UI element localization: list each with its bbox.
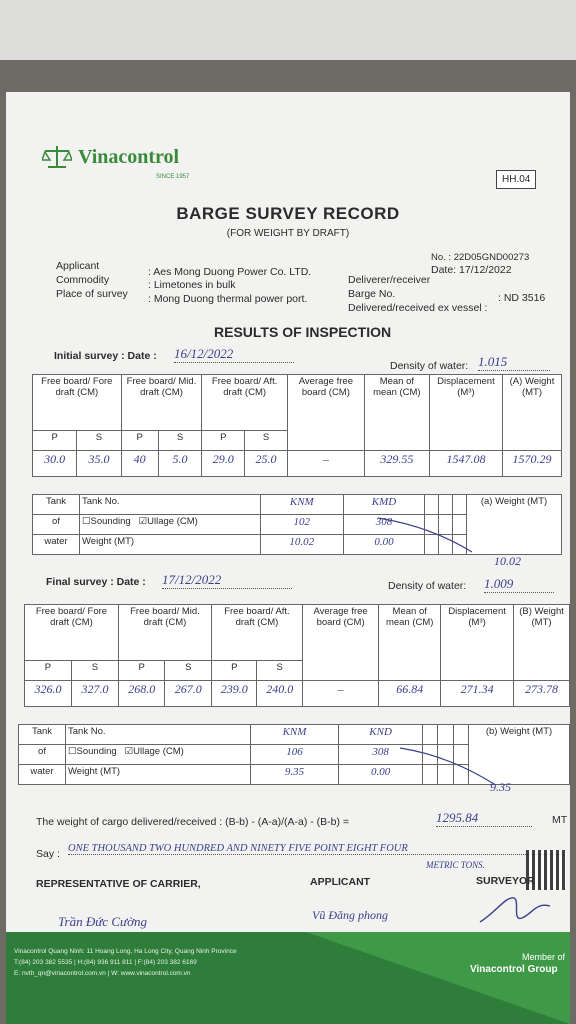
footer-group: Vinacontrol Group xyxy=(470,964,558,975)
final-disp: 271.34 xyxy=(441,681,514,707)
scales-icon xyxy=(42,144,72,170)
initial-density-label: Density of water: xyxy=(390,360,469,372)
checked-box-icon: ☑ xyxy=(138,516,148,527)
header-mean: Mean of mean (CM) xyxy=(364,375,429,451)
results-title: RESULTS OF INSPECTION xyxy=(214,324,392,340)
of-label: of xyxy=(19,745,66,765)
header-p: P xyxy=(25,661,72,681)
initial-weight2: 0.00 xyxy=(343,535,425,555)
header-mean: Mean of mean (CM) xyxy=(379,605,441,681)
initial-tank1: KNM xyxy=(261,495,344,515)
initial-aft-p: 29.0 xyxy=(202,451,245,477)
initial-mean: 329.55 xyxy=(364,451,429,477)
of-label: of xyxy=(33,515,80,535)
applicant-signature: Vũ Đăng phong xyxy=(312,908,388,922)
final-mean: 66.84 xyxy=(379,681,441,707)
commodity-value: : Limetones in bulk xyxy=(148,279,236,291)
say-value: ONE THOUSAND TWO HUNDRED AND NINETY FIVE POINT EIGHT FOUR xyxy=(68,843,564,855)
initial-draft-table xyxy=(32,374,562,477)
header-p: P xyxy=(33,431,77,451)
document-page xyxy=(6,92,570,1024)
sounding-ullage xyxy=(80,515,261,535)
final-total-weight: 9.35 xyxy=(490,780,511,794)
footer-phone: T:(84) 203 382 5535 | H:(84) 936 911 811 | F:(84) 203 382 6169 xyxy=(14,959,197,966)
cargo-value: 1295.84 xyxy=(436,810,532,827)
header-weight-b: (B) Weight (MT) xyxy=(514,605,570,681)
footer-address: Vinacontrol Quang Ninh: 11 Hoang Long, Ha Long City, Quang Ninh Province xyxy=(14,948,237,955)
initial-mid-p: 40 xyxy=(121,451,158,477)
footer-email: E: nvth_qn@vinacontrol.com.vn | W: www.vinacontrol.com.vn xyxy=(14,970,191,977)
commodity-label: Commodity xyxy=(56,274,110,286)
final-weight: 273.78 xyxy=(514,681,570,707)
final-survey-label: Final survey : Date : xyxy=(46,576,146,588)
carrier-signature: Trần Đức Cường xyxy=(58,914,148,929)
final-tank1: KNM xyxy=(251,725,339,745)
cargo-label: The weight of cargo delivered/received : (B-b) - (A-a)/(A-a) - (B-b) = xyxy=(36,816,350,828)
tank-label: Tank xyxy=(33,495,80,515)
initial-ullage2: 308 xyxy=(343,515,425,535)
header-s: S xyxy=(245,431,288,451)
record-date: Date: 17/12/2022 xyxy=(431,264,512,276)
header-mid: Free board/ Mid. draft (CM) xyxy=(121,375,202,431)
vinacontrol-logo xyxy=(42,144,179,170)
place-label: Place of survey xyxy=(56,288,128,300)
header-s: S xyxy=(257,661,302,681)
checkbox-icon: ☐ xyxy=(68,746,77,757)
sounding-ullage xyxy=(66,745,251,765)
logo-text: Vinacontrol xyxy=(78,145,180,168)
initial-mid-s: 5.0 xyxy=(158,451,202,477)
final-ullage2: 308 xyxy=(338,745,422,765)
final-weight2: 0.00 xyxy=(338,765,422,785)
say-value-cont: METRIC TONS. xyxy=(426,860,485,870)
header-s: S xyxy=(165,661,212,681)
initial-survey-label: Initial survey : Date : xyxy=(54,350,157,362)
header-avg: Average free board (CM) xyxy=(287,375,364,451)
header-p: P xyxy=(212,661,257,681)
final-tank2: KND xyxy=(338,725,422,745)
applicant-value: : Aes Mong Duong Power Co. LTD. xyxy=(148,266,312,278)
final-fore-s: 327.0 xyxy=(71,681,118,707)
final-weight1: 9.35 xyxy=(251,765,339,785)
header-weight-a: (A) Weight (MT) xyxy=(503,375,562,451)
deliverer-label: Deliverer/receiver xyxy=(348,274,431,286)
header-mid: Free board/ Mid. draft (CM) xyxy=(118,605,211,661)
header-p: P xyxy=(118,661,165,681)
ullage-label: Ullage (CM) xyxy=(133,746,184,757)
final-avg: – xyxy=(302,681,378,707)
initial-tank2: KMD xyxy=(343,495,425,515)
header-p: P xyxy=(202,431,245,451)
place-value: : Mong Duong thermal power port. xyxy=(148,293,308,305)
tank-label: Tank xyxy=(19,725,66,745)
footer-member: Member of xyxy=(522,952,566,962)
surveyor-label: SURVEYOR xyxy=(476,875,535,887)
initial-weight: 1570.29 xyxy=(503,451,562,477)
final-date: 17/12/2022 xyxy=(162,572,292,589)
applicant-label: Applicant xyxy=(56,260,100,272)
initial-disp: 1547.08 xyxy=(429,451,502,477)
weight-label: Weight (MT) xyxy=(80,535,261,555)
strike-line xyxy=(376,514,476,554)
final-mid-p: 268.0 xyxy=(118,681,165,707)
tank-no-label: Tank No. xyxy=(66,725,251,745)
cargo-unit: MT xyxy=(552,814,568,826)
initial-date: 16/12/2022 xyxy=(174,346,294,363)
header-aft: Free board/ Aft. draft (CM) xyxy=(202,375,288,431)
page-footer xyxy=(6,932,570,1024)
initial-fore-p: 30.0 xyxy=(33,451,77,477)
initial-avg: – xyxy=(287,451,364,477)
water-label: water xyxy=(19,765,66,785)
header-avg: Average free board (CM) xyxy=(302,605,378,681)
checkbox-icon: ☐ xyxy=(82,516,91,527)
initial-weight1: 10.02 xyxy=(261,535,344,555)
initial-density: 1.015 xyxy=(478,354,550,371)
ullage-label: Ullage (CM) xyxy=(147,516,198,527)
form-code: HH.04 xyxy=(496,170,536,189)
tank-no-label: Tank No. xyxy=(80,495,261,515)
header-s: S xyxy=(158,431,202,451)
say-label: Say : xyxy=(36,848,60,860)
final-ullage1: 106 xyxy=(251,745,339,765)
sounding-label: Sounding xyxy=(90,516,131,527)
initial-aft-s: 25.0 xyxy=(245,451,288,477)
header-s: S xyxy=(71,661,118,681)
surveyor-signature xyxy=(476,892,556,928)
header-fore: Free board/ Fore draft (CM) xyxy=(33,375,122,431)
final-density-label: Density of water: xyxy=(388,580,467,592)
b-weight-label: (b) Weight (MT) xyxy=(469,725,570,785)
header-fore: Free board/ Fore draft (CM) xyxy=(25,605,119,661)
header-p: P xyxy=(121,431,158,451)
footer-accent xyxy=(306,932,570,1024)
background-paper xyxy=(0,0,576,60)
document-subtitle: (FOR WEIGHT BY DRAFT) xyxy=(226,228,350,239)
logo-since: SINCE 1957 xyxy=(156,174,190,180)
final-aft-s: 240.0 xyxy=(257,681,302,707)
barge-label: Barge No. xyxy=(348,288,396,300)
header-s: S xyxy=(77,431,121,451)
initial-ullage1: 102 xyxy=(261,515,344,535)
carrier-label: REPRESENTATIVE OF CARRIER, xyxy=(36,878,201,890)
final-fore-p: 326.0 xyxy=(25,681,72,707)
barge-value: : ND 3516 xyxy=(498,292,546,304)
document-title: BARGE SURVEY RECORD xyxy=(176,204,400,223)
initial-tank-table xyxy=(32,494,562,555)
final-mid-s: 267.0 xyxy=(165,681,212,707)
sounding-label: Sounding xyxy=(76,746,117,757)
final-density: 1.009 xyxy=(484,576,554,593)
applicant-sign-label: APPLICANT xyxy=(310,876,371,888)
water-label: water xyxy=(33,535,80,555)
header-disp: Displacement (M³) xyxy=(429,375,502,451)
header-disp: Displacement (M³) xyxy=(441,605,514,681)
initial-total-weight: 10.02 xyxy=(494,554,521,568)
final-aft-p: 239.0 xyxy=(212,681,257,707)
checked-box-icon: ☑ xyxy=(124,746,134,757)
weight-label: Weight (MT) xyxy=(66,765,251,785)
initial-fore-s: 35.0 xyxy=(77,451,121,477)
header-aft: Free board/ Aft. draft (CM) xyxy=(212,605,303,661)
a-weight-label: (a) Weight (MT) xyxy=(467,495,562,555)
vessel-label: Delivered/received ex vessel : xyxy=(348,302,488,314)
record-number: No. : 22D05GND00273 xyxy=(431,252,530,263)
strike-line xyxy=(398,744,498,786)
final-draft-table xyxy=(24,604,570,707)
